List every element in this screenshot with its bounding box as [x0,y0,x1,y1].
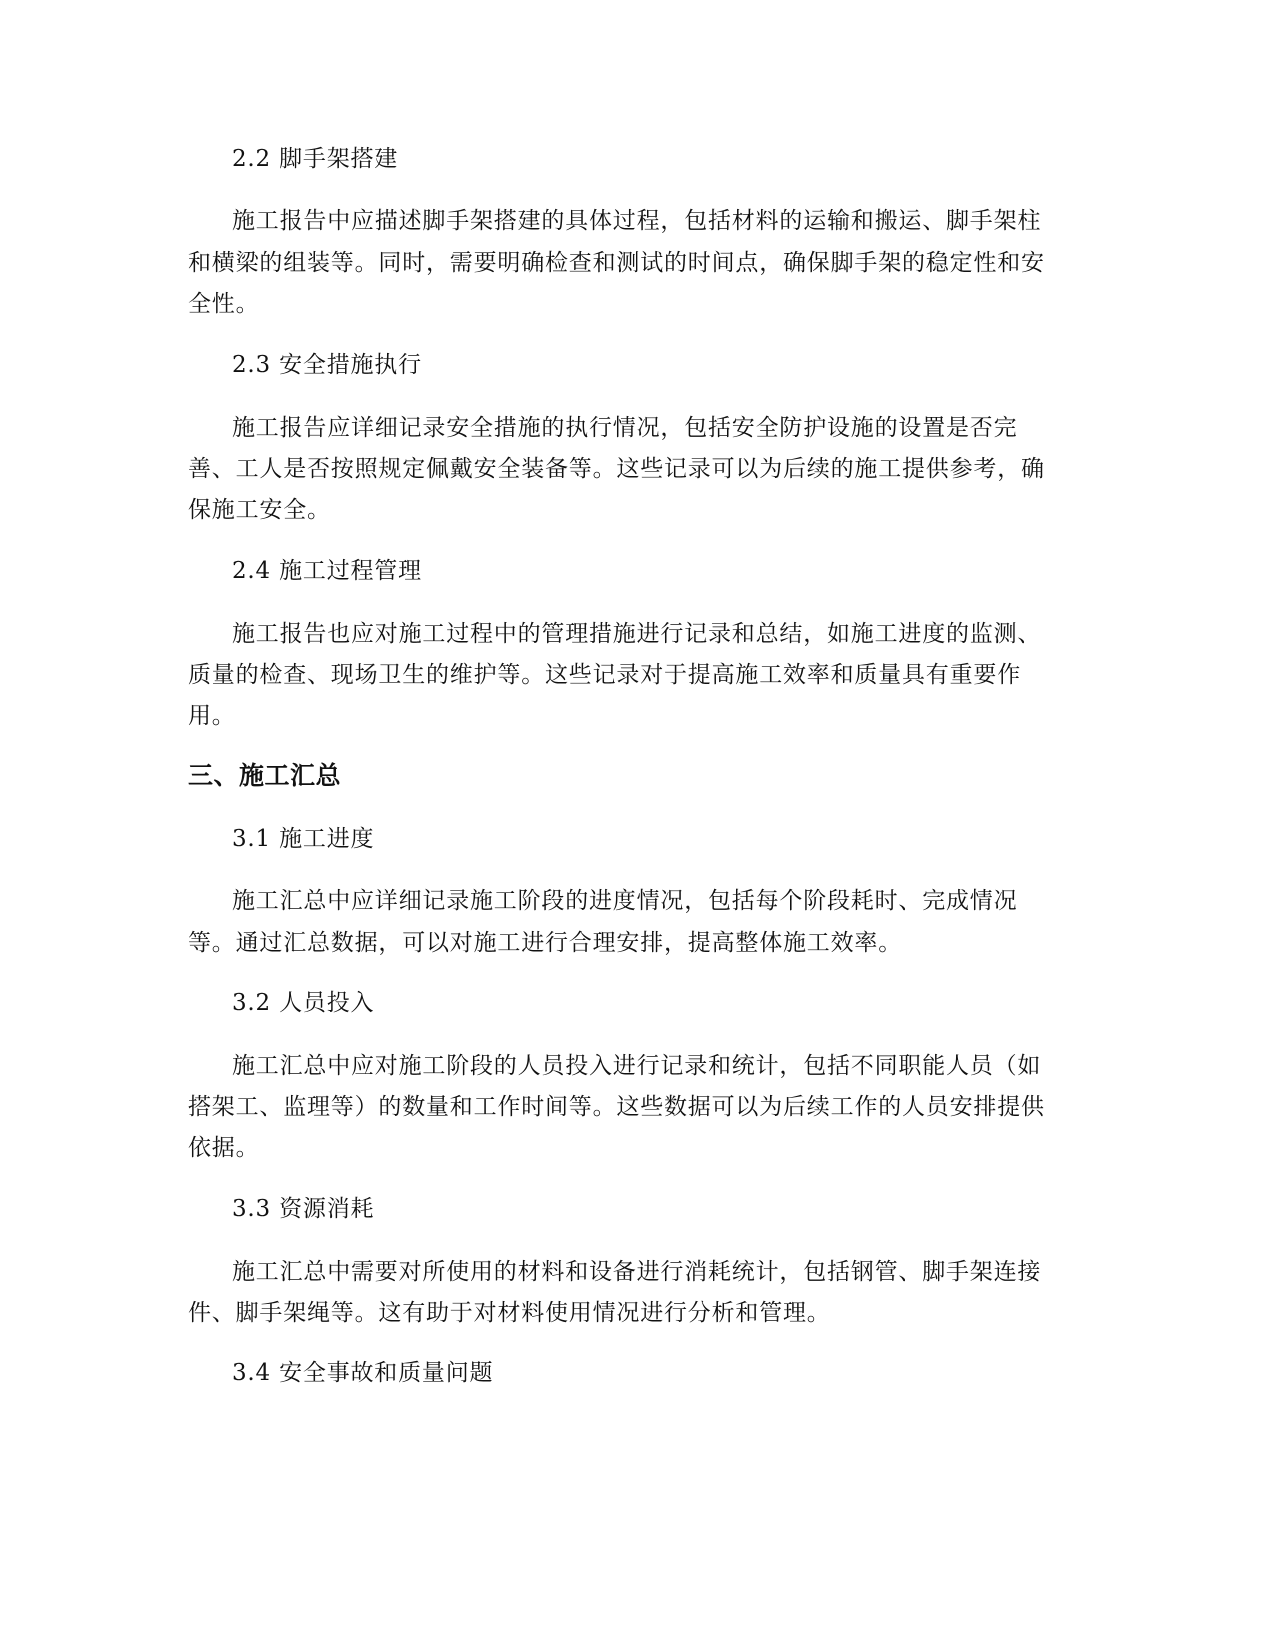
paragraph-line: 依据。 [188,1135,260,1161]
subsection-heading-3-1: 3.1 施工进度 [232,826,375,852]
subsection-heading-2-4: 2.4 施工过程管理 [232,558,422,584]
section-heading-3: 三、施工汇总 [188,761,342,790]
paragraph-line: 全性。 [188,291,260,317]
subsection-heading-3-3: 3.3 资源消耗 [232,1196,375,1222]
paragraph-line: 施工汇总中应对施工阶段的人员投入进行记录和统计，包括不同职能人员（如 [232,1053,1042,1079]
paragraph-line: 等。通过汇总数据，可以对施工进行合理安排，提高整体施工效率。 [188,930,902,956]
paragraph-line: 施工报告也应对施工过程中的管理措施进行记录和总结，如施工进度的监测、 [232,621,1042,647]
subsection-heading-2-3: 2.3 安全措施执行 [232,352,422,378]
paragraph-line: 用。 [188,703,236,729]
paragraph-line: 搭架工、监理等）的数量和工作时间等。这些数据可以为后续工作的人员安排提供 [188,1094,1045,1120]
subsection-heading-3-4: 3.4 安全事故和质量问题 [232,1360,494,1386]
paragraph-line: 质量的检查、现场卫生的维护等。这些记录对于提高施工效率和质量具有重要作 [188,662,1021,688]
paragraph-line: 施工报告应详细记录安全措施的执行情况，包括安全防护设施的设置是否完 [232,415,1018,441]
paragraph-line: 施工报告中应描述脚手架搭建的具体过程，包括材料的运输和搬运、脚手架柱 [232,208,1042,234]
paragraph-line: 善、工人是否按照规定佩戴安全装备等。这些记录可以为后续的施工提供参考，确 [188,456,1045,482]
paragraph-line: 施工汇总中应详细记录施工阶段的进度情况，包括每个阶段耗时、完成情况 [232,888,1018,914]
paragraph-line: 保施工安全。 [188,497,331,523]
subsection-heading-3-2: 3.2 人员投入 [232,990,375,1016]
paragraph-line: 和横梁的组装等。同时，需要明确检查和测试的时间点，确保脚手架的稳定性和安 [188,250,1045,276]
paragraph-line: 件、脚手架绳等。这有助于对材料使用情况进行分析和管理。 [188,1300,831,1326]
paragraph-line: 施工汇总中需要对所使用的材料和设备进行消耗统计，包括钢管、脚手架连接 [232,1259,1042,1285]
subsection-heading-2-2: 2.2 脚手架搭建 [232,146,399,172]
